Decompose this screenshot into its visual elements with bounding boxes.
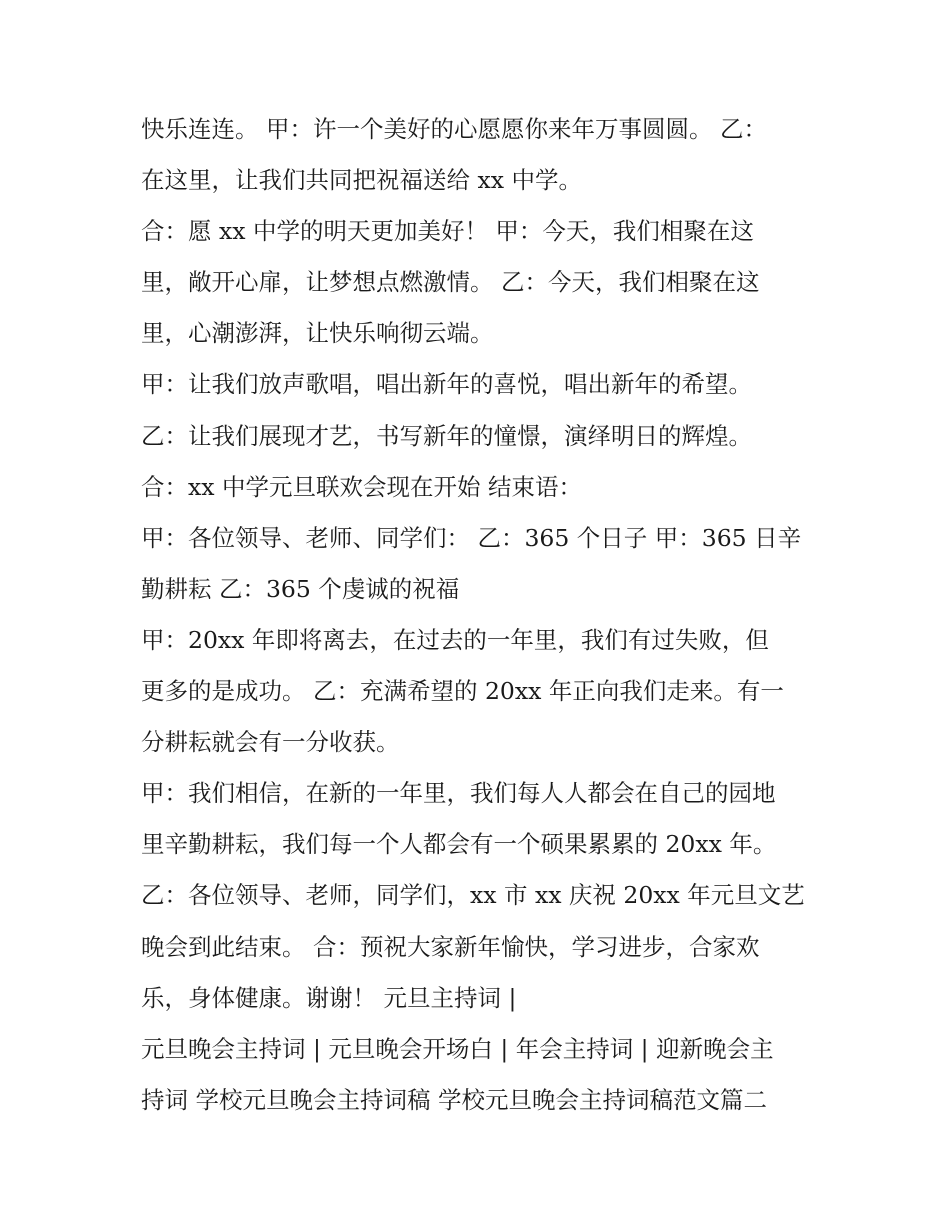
text-line: 里，心潮澎湃，让快乐响彻云端。	[141, 319, 494, 348]
text-line: 勤耕耘 乙：365 个虔诚的祝福	[141, 574, 460, 603]
text-line: 乙：各位领导、老师，同学们，xx 市 xx 庆祝 20xx 年元旦文艺	[141, 881, 805, 910]
text-line: 甲：让我们放声歌唱，唱出新年的喜悦，唱出新年的希望。	[141, 370, 752, 399]
text-line: 更多的是成功。 乙：充满希望的 20xx 年正向我们走来。有一	[141, 677, 784, 706]
text-line: 里辛勤耕耘，我们每一个人都会有一个硕果累累的 20xx 年。	[141, 830, 777, 859]
text-line: 甲：20xx 年即将离去，在过去的一年里，我们有过失败，但	[141, 625, 769, 654]
text-line: 里，敞开心扉，让梦想点燃激情。 乙：今天，我们相聚在这	[141, 268, 760, 297]
text-line: 合：愿 xx 中学的明天更加美好！ 甲：今天，我们相聚在这	[141, 217, 754, 246]
text-line: 元旦晚会主持词 | 元旦晚会开场白 | 年会主持词 | 迎新晚会主	[141, 1034, 774, 1063]
document-body	[141, 104, 821, 1126]
text-line: 持词 学校元旦晚会主持词稿 学校元旦晚会主持词稿范文篇二	[141, 1085, 767, 1114]
text-line: 快乐连连。 甲：许一个美好的心愿愿你来年万事圆圆。 乙：	[141, 115, 767, 143]
text-line: 乐，身体健康。谢谢！ 元旦主持词 |	[141, 983, 517, 1012]
text-line: 甲：我们相信，在新的一年里，我们每人人都会在自己的园地	[141, 779, 776, 808]
text-line: 晚会到此结束。 合：预祝大家新年愉快，学习进步，合家欢	[141, 932, 760, 961]
text-line: 乙：让我们展现才艺，书写新年的憧憬，演绎明日的辉煌。	[141, 421, 752, 450]
text-line: 合：xx 中学元旦联欢会现在开始 结束语：	[141, 472, 582, 501]
text-line: 在这里，让我们共同把祝福送给 xx 中学。	[141, 166, 582, 195]
text-line: 甲：各位领导、老师、同学们： 乙：365 个日子 甲：365 日辛	[141, 523, 802, 552]
text-line: 分耕耘就会有一分收获。	[141, 728, 400, 757]
